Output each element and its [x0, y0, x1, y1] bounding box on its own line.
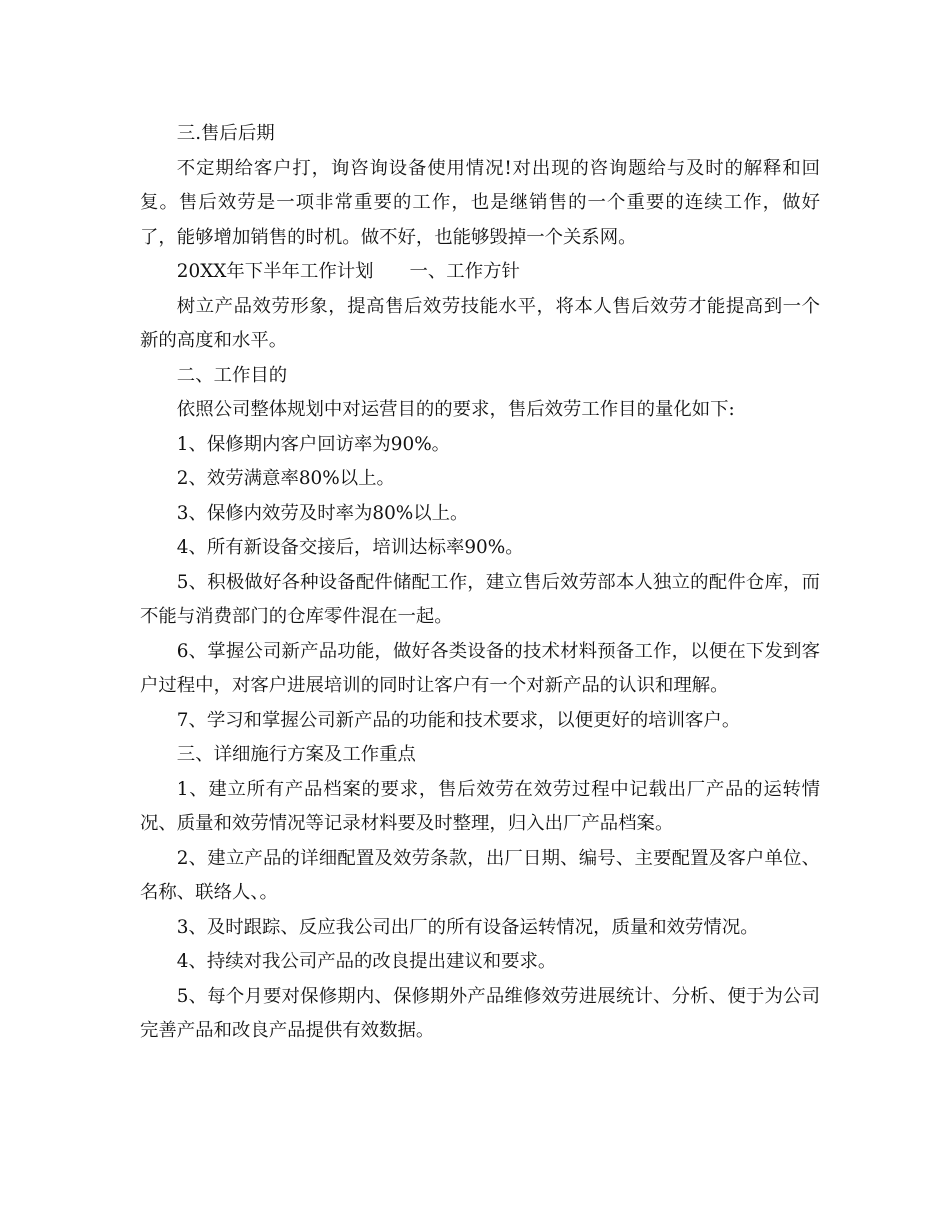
work-policy-heading: 一、工作方针 [409, 261, 520, 282]
work-plan-heading [140, 255, 820, 290]
work-plan-title: 20XX年下半年工作计划 [176, 261, 374, 282]
goal-item-6: 6、掌握公司新产品功能，做好各类设备的技术材料预备工作，以便在下发到客户过程中，对客户进展培训的同时让客户有一个对新产品的认识和理解。 [140, 640, 820, 696]
plan-item-1: 1、建立所有产品档案的要求，售后效劳在效劳过程中记载出厂产品的运转情况、质量和效劳情况等记录材料要及时整理，归入出厂产品档案。 [140, 778, 820, 834]
goal-item-4: 4、所有新设备交接后，培训达标率90%。 [176, 537, 524, 558]
goal-item-1: 1、保修期内客户回访率为90%。 [176, 433, 451, 455]
goal-item-3: 3、保修内效劳及时率为80%以上。 [176, 502, 469, 524]
plan-item-3: 3、及时跟踪、反应我公司出厂的所有设备运转情况，质量和效劳情况。 [176, 916, 759, 938]
paragraph-service-image: 树立产品效劳形象，提高售后效劳技能水平，将本人售后效劳才能提高到一个新的高度和水平。 [140, 295, 820, 351]
goal-item-5: 5、积极做好各种设备配件储配工作，建立售后效劳部本人独立的配件仓库，而不能与消费部门的仓库零件混在一起。 [140, 571, 820, 627]
plan-item-5: 5、每个月要对保修期内、保修期外产品维修效劳进展统计、分析、便于为公司完善产品和改良产品提供有效数据。 [140, 985, 820, 1041]
goal-item-7: 7、学习和掌握公司新产品的功能和技术要求，以便更好的培训客户。 [176, 709, 741, 731]
paragraph-goal-quantification: 依照公司整体规划中对运营目的的要求，售后效劳工作目的量化如下: [176, 399, 735, 420]
section-heading-implementation-plan: 三、详细施行方案及工作重点 [176, 744, 416, 765]
plan-item-4: 4、持续对我公司产品的改良提出建议和要求。 [176, 951, 557, 972]
goal-item-2: 2、效劳满意率80%以上。 [176, 468, 395, 489]
paragraph-regular-follow-up: 不定期给客户打，询咨询设备使用情况!对出现的咨询题给与及时的解释和回复。售后效劳是一项非常重要的工作，也是继销售的一个重要的连续工作，做好了，能够增加销售的时机。做不好，也能够毁掉一个关系网。 [140, 157, 820, 248]
section-heading-work-goals: 二、工作目的 [176, 364, 288, 386]
document-body [140, 117, 820, 1049]
section-heading-after-sales-later: 三.售后后期 [176, 123, 275, 144]
plan-item-2: 2、建立产品的详细配置及效劳条款，出厂日期、编号、主要配置及客户单位、名称、联络人、。 [140, 847, 820, 903]
